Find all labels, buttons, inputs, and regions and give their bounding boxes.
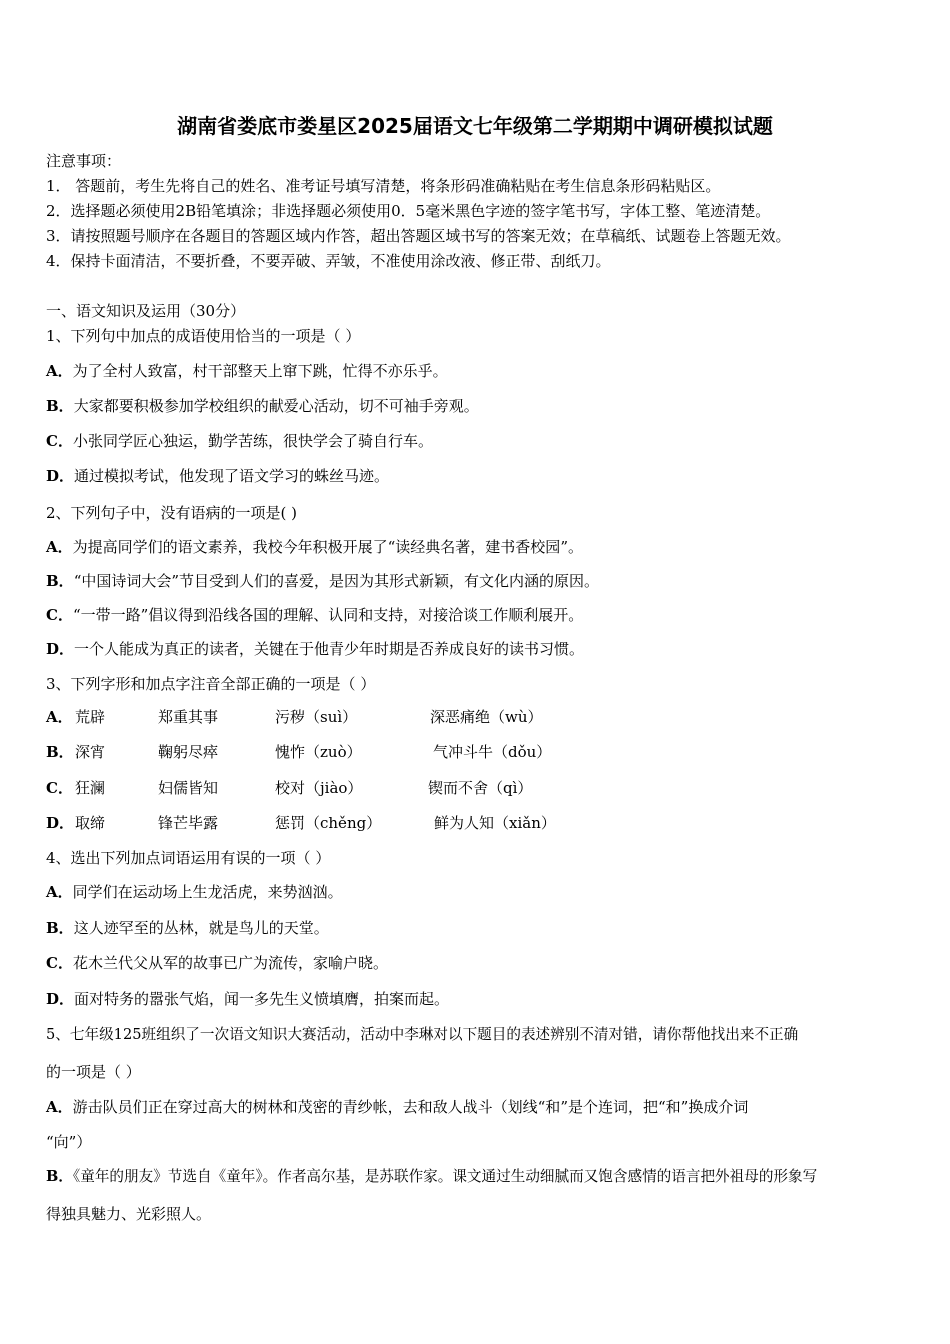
option-label: B． [46, 397, 74, 415]
option-text: 这人迹罕至的丛林，就是鸟儿的天堂。 [73, 919, 329, 937]
question-4-option-b [46, 917, 329, 939]
option-text: 通过模拟考试，他发现了语文学习的蛛丝马迹。 [74, 467, 390, 485]
question-4-option-d [46, 988, 449, 1010]
option-label: B． [46, 919, 74, 937]
option-cell: 郑重其事 [158, 708, 219, 726]
option-cell: 鲜为人知（xiǎn） [434, 814, 556, 832]
notice-item: 2．选择题必须使用2B铅笔填涂；非选择题必须使用0．5毫米黑色字迹的签字笔书写，字体工整、笔迹清楚。 [46, 202, 771, 220]
notice-item: 3．请按照题号顺序在各题目的答题区域内作答，超出答题区域书写的答案无效；在草稿纸、试题卷上答题无效。 [46, 227, 791, 245]
option-text: “中国诗词大会”节目受到人们的喜爱，是因为其形式新颖，有文化内涵的原因。 [73, 572, 600, 590]
option-cell: 锲而不舍（qì） [428, 779, 533, 797]
notice-item: 4．保持卡面清洁，不要折叠，不要弄破、弄皱，不准使用涂改液、修正带、刮纸刀。 [46, 252, 611, 270]
option-label: B． [46, 743, 74, 761]
option-cell: 荒辟 [75, 708, 106, 726]
option-text: 花木兰代父从军的故事已广为流传，家喻户晓。 [72, 954, 388, 972]
option-cell: 愧怍（zuò） [275, 743, 362, 761]
option-text: “一带一路”倡议得到沿线各国的理解、认同和支持，对接洽谈工作顺利展开。 [72, 606, 584, 624]
question-5-option-b [46, 1166, 817, 1188]
option-label: C． [46, 606, 73, 624]
option-label: C． [46, 954, 73, 972]
question-3-stem: 3、下列字形和加点字注音全部正确的一项是（ ） [46, 675, 376, 693]
option-cell: 校对（jiào） [275, 779, 363, 797]
question-2-option-c [46, 604, 583, 626]
option-cell: 惩罚（chěng） [275, 814, 382, 832]
option-label: D． [46, 640, 75, 658]
option-label: D． [46, 990, 75, 1008]
option-cell: 污秽（suì） [275, 708, 358, 726]
option-label: D． [46, 814, 75, 832]
question-1-option-b [46, 395, 479, 417]
option-text: 游击队员们正在穿过高大的树林和茂密的青纱帐，去和敌人战斗（划线“和”是个连词，把“和”换成介词 [72, 1098, 749, 1116]
option-label: A． [46, 883, 73, 901]
question-2-stem: 2、下列句子中，没有语病的一项是( ) [46, 504, 298, 522]
option-label: A． [46, 708, 73, 726]
question-5-option-a [46, 1096, 748, 1118]
option-cell: 深恶痛绝（wù） [430, 708, 543, 726]
option-label: A． [46, 538, 73, 556]
option-text: 《童年的朋友》节选自《童年》。作者高尔基，是苏联作家。课文通过生动细腻而又饱含感情的语言把外祖母的形象写 [72, 1168, 818, 1185]
option-text: 面对特务的嚣张气焰，闻一多先生义愤填膺，拍案而起。 [74, 990, 450, 1008]
option-cell: 鞠躬尽瘁 [158, 743, 219, 761]
option-label: A． [46, 1098, 73, 1116]
question-4-option-a [46, 881, 343, 903]
option-cell: 妇儒皆知 [158, 779, 219, 797]
question-5-stem-cont: 的一项是（ ） [46, 1063, 141, 1081]
option-label: C． [46, 432, 73, 450]
option-cell: 气冲斗牛（dǒu） [433, 743, 552, 761]
question-4-stem: 4、选出下列加点词语运用有误的一项（ ） [46, 849, 331, 867]
question-2-option-b [46, 570, 599, 592]
option-label: A． [46, 362, 73, 380]
option-cell: 狂澜 [75, 779, 106, 797]
option-text: 为提高同学们的语文素养，我校今年积极开展了“读经典名著，建书香校园”。 [72, 538, 583, 556]
question-2-option-d [46, 638, 584, 660]
option-label: D． [46, 467, 75, 485]
question-2-option-a [46, 536, 583, 558]
question-1-stem: 1、下列句中加点的成语使用恰当的一项是（ ） [46, 327, 361, 345]
option-text: 同学们在运动场上生龙活虎，来势汹汹。 [72, 883, 343, 901]
option-label: B． [46, 572, 74, 590]
question-1-option-d [46, 465, 389, 487]
option-text: 为了全村人致富，村干部整天上窜下跳，忙得不亦乐乎。 [72, 362, 448, 380]
option-cell: 锋芒毕露 [158, 814, 219, 832]
question-1-option-a [46, 360, 448, 382]
question-1-option-c [46, 430, 433, 452]
option-text: 大家都要积极参加学校组织的献爱心活动，切不可袖手旁观。 [73, 397, 479, 415]
page-title: 湖南省娄底市娄星区2025届语文七年级第二学期期中调研模拟试题 [177, 114, 773, 138]
option-label: C． [46, 779, 73, 797]
option-text: 一个人能成为真正的读者，关键在于他青少年时期是否养成良好的读书习惯。 [74, 640, 585, 658]
option-cell: 取缔 [75, 814, 106, 832]
section-heading: 一、语文知识及运用（30分） [46, 302, 246, 320]
option-cell: 深宵 [75, 743, 106, 761]
notice-item: 1． 答题前，考生先将自己的姓名、准考证号填写清楚，将条形码准确粘贴在考生信息条形码粘贴区。 [46, 177, 721, 195]
notice-heading: 注意事项： [46, 152, 122, 170]
option-text: 小张同学匠心独运，勤学苦练，很快学会了骑自行车。 [72, 432, 433, 450]
question-5-option-a-cont: “向”） [46, 1133, 92, 1151]
question-5-option-b-cont: 得独具魅力、光彩照人。 [46, 1205, 212, 1223]
question-4-option-c [46, 952, 388, 974]
option-label: B． [46, 1168, 73, 1185]
question-5-stem: 5、七年级125班组织了一次语文知识大赛活动，活动中李琳对以下题目的表述辨别不清对错，请你帮他找出来不正确 [46, 1026, 799, 1043]
